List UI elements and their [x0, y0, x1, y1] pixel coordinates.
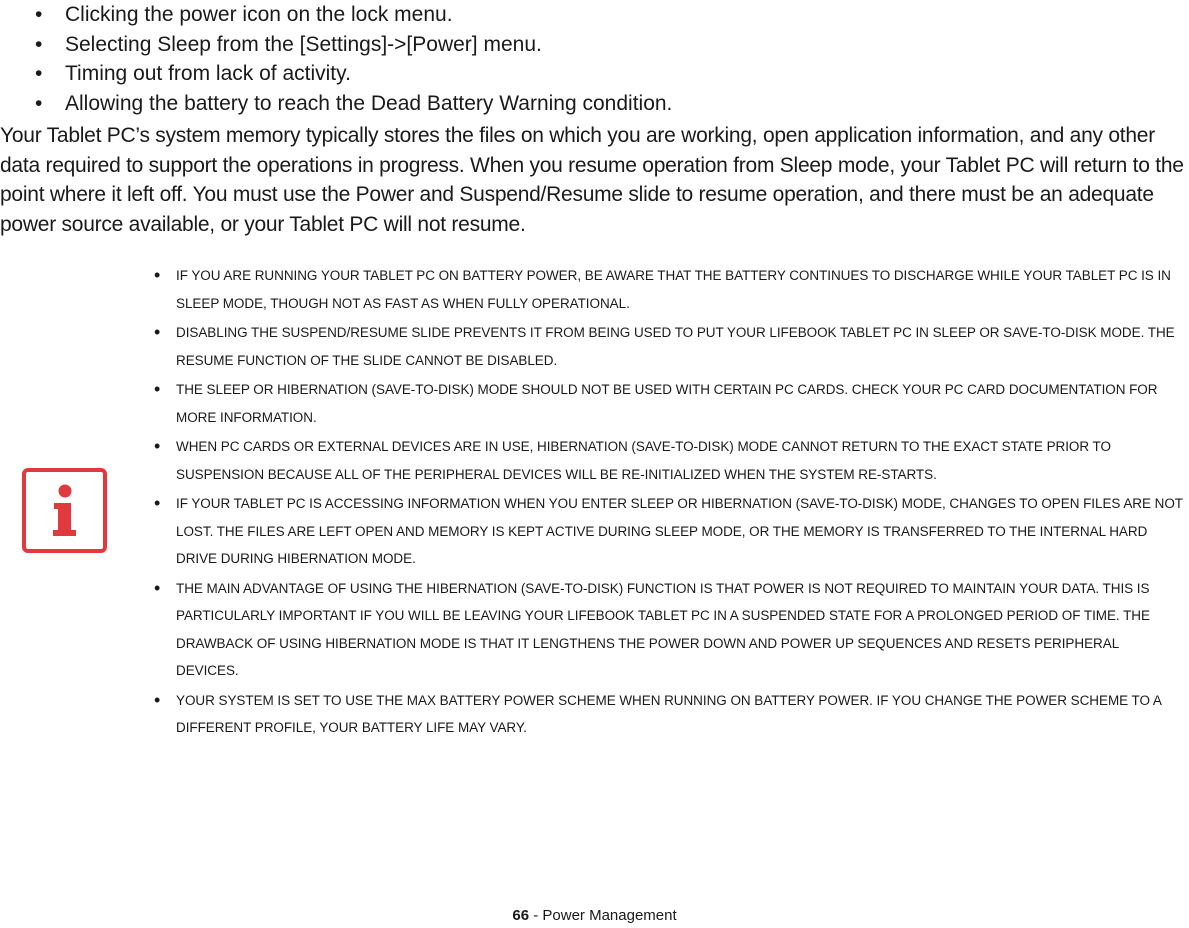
note-item: • IF YOU ARE RUNNING YOUR TABLET PC ON BATTERY POWER, BE AWARE THAT THE BATTERY CONTINUES TO DISCHARGE WHILE YOUR TABLET PC IS IN SLEEP MODE, THOUGH NOT AS FAST AS WHEN FULLY OPERATIONAL.: [148, 262, 1184, 317]
note-item: • THE SLEEP OR HIBERNATION (SAVE-TO-DISK) MODE SHOULD NOT BE USED WITH CERTAIN PC CARDS. CHECK YOUR PC CARD DOCUMENTATION FOR MORE INFORMATION.: [148, 376, 1184, 431]
intro-paragraph: Your Tablet PC’s system memory typically stores the files on which you are working, open application information, and any other data required to support the operations in progress. When you resume operation from Sleep mode, your Tablet PC will return to the point where it left off. You must use the Power and Suspend/Resume slide to resume operation, and there must be an adequate power source available, or your Tablet PC will not resume.: [0, 124, 1184, 236]
note-item: • WHEN PC CARDS OR EXTERNAL DEVICES ARE IN USE, HIBERNATION (SAVE-TO-DISK) MODE CANNOT RETURN TO THE EXACT STATE PRIOR TO SUSPENSION BECAUSE ALL OF THE PERIPHERAL DEVICES WILL BE RE-INITIALIZED WHEN THE SYSTEM RE-STARTS.: [148, 433, 1184, 488]
note-item: • IF YOUR TABLET PC IS ACCESSING INFORMATION WHEN YOU ENTER SLEEP OR HIBERNATION (SAVE-TO-DISK) MODE, CHANGES TO OPEN FILES ARE NOT LOST. THE FILES ARE LEFT OPEN AND MEMORY IS KEPT ACTIVE DURING SLEEP MODE, OR THE MEMORY IS TRANSFERRED TO THE INTERNAL HARD DRIVE DURING HIBERNATION MODE.: [148, 490, 1184, 573]
list-item: • Clicking the power icon on the lock menu.: [0, 0, 672, 30]
list-item: • Timing out from lack of activity.: [0, 59, 672, 89]
top-bullet-list: [0, 0, 672, 118]
note-item: • YOUR SYSTEM IS SET TO USE THE MAX BATTERY POWER SCHEME WHEN RUNNING ON BATTERY POWER. IF YOU CHANGE THE POWER SCHEME TO A DIFFERENT PROFILE, YOUR BATTERY LIFE MAY VARY.: [148, 687, 1184, 742]
note-item: • DISABLING THE SUSPEND/RESUME SLIDE PREVENTS IT FROM BEING USED TO PUT YOUR LIFEBOOK TABLET PC IN SLEEP OR SAVE-TO-DISK MODE. THE RESUME FUNCTION OF THE SLIDE CANNOT BE DISABLED.: [148, 319, 1184, 374]
info-icon: [22, 468, 107, 553]
page-number: 66: [512, 907, 530, 924]
list-item: • Selecting Sleep from the [Settings]->[Power] menu.: [0, 30, 672, 60]
footer-section: Power Management: [542, 907, 677, 924]
notes-list: [148, 262, 1184, 744]
footer-separator: -: [529, 907, 543, 924]
note-item: • THE MAIN ADVANTAGE OF USING THE HIBERNATION (SAVE-TO-DISK) FUNCTION IS THAT POWER IS NOT REQUIRED TO MAINTAIN YOUR DATA. THIS IS PARTICULARLY IMPORTANT IF YOU WILL BE LEAVING YOUR LIFEBOOK TABLET PC IN A SUSPENDED STATE FOR A PROLONGED PERIOD OF TIME. THE DRAWBACK OF USING HIBERNATION MODE IS THAT IT LENGTHENS THE POWER DOWN AND POWER UP SEQUENCES AND RESETS PERIPHERAL DEVICES.: [148, 575, 1184, 685]
list-item: • Allowing the battery to reach the Dead Battery Warning condition.: [0, 89, 672, 119]
page-footer: [0, 906, 1189, 926]
